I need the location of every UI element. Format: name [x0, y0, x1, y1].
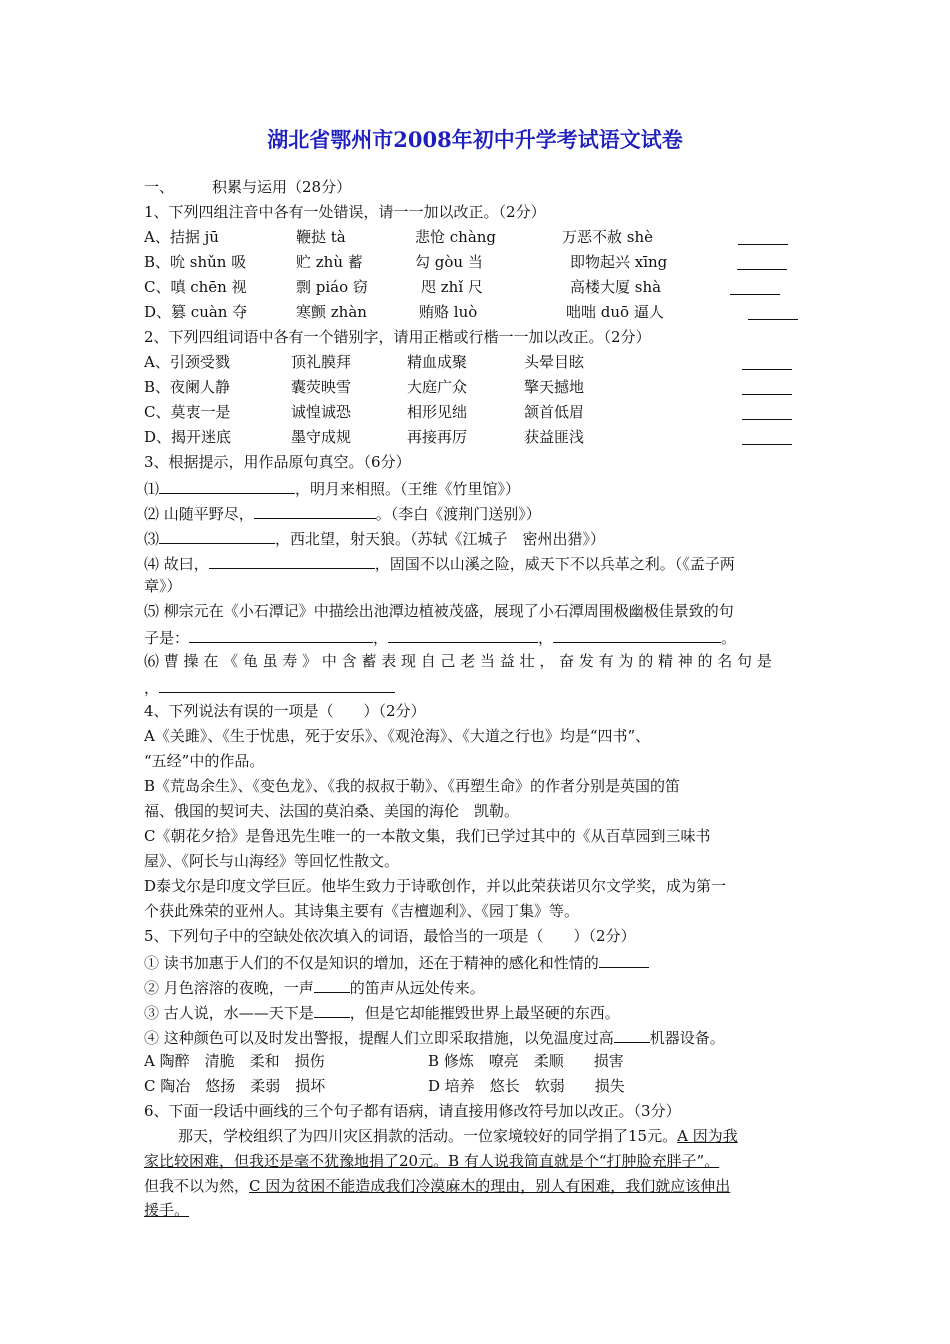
q2-row-b-3: 大庭广众 [407, 378, 468, 396]
q2-row-d-4: 获益匪浅 [524, 428, 585, 446]
q3-line-3 [144, 527, 605, 549]
q6-underlined-sentence-c: C 因为贫困不能造成我们冷漠麻木的理由，别人有困难，我们就应该伸出 [249, 1177, 731, 1195]
q5-sentence-4 [144, 1026, 725, 1048]
q1-row-c-2: 剽 piáo 窃 [296, 278, 368, 296]
q1-row-c-4: 高楼大厦 shà [570, 278, 662, 296]
fill-blank[interactable] [553, 626, 721, 643]
fill-blank[interactable] [388, 626, 538, 643]
q3-line-2-text-a: ⑵ 山随平野尽， [144, 505, 254, 523]
fill-blank[interactable] [209, 552, 375, 569]
q4-option-c: C《朝花夕拾》是鲁迅先生唯一的一本散文集，我们已学过其中的《从百草园到三味书 [144, 827, 711, 845]
q5-sentence-2 [144, 976, 485, 998]
answer-blank[interactable] [742, 393, 792, 395]
answer-blank[interactable] [737, 268, 787, 270]
q3-stem: 3、根据提示，用作品原句真空。（6分） [144, 453, 411, 471]
q2-row-d-2: 墨守成规 [291, 428, 352, 446]
q1-row-b-4: 即物起兴 xīng [570, 253, 668, 271]
q2-row-d-3: 再接再厉 [407, 428, 468, 446]
q3-line-3-num: ⑶ [144, 530, 160, 548]
q6-underlined-sentence-a: A 因为我 [677, 1127, 738, 1145]
page-title: 湖北省鄂州市2008年初中升学考试语文试卷 [267, 127, 683, 152]
period: 。 [721, 629, 737, 647]
q4-option-c-cont: 屋》、《阿长与山海经》等回忆性散文。 [144, 852, 400, 870]
q2-stem: 2、下列四组词语中各有一个错别字，请用正楷或行楷一一加以改正。（2分） [144, 328, 651, 346]
answer-blank[interactable] [742, 443, 792, 445]
q1-row-c-1: C、嗔 chēn 视 [144, 278, 247, 296]
comma: ， [373, 629, 389, 647]
section-number: 一、 [144, 178, 175, 196]
answer-blank[interactable] [738, 243, 788, 245]
fill-blank[interactable] [189, 626, 373, 643]
q5-stem: 5、下列句子中的空缺处依次填入的词语，最恰当的一项是（ ）（2分） [144, 927, 636, 945]
q6-underlined-sentence-c-cont: 援手。 [144, 1201, 190, 1219]
q2-row-a-1: A、引颈受戮 [144, 353, 230, 371]
q3-line-4-text-a: ⑷ 故曰， [144, 555, 209, 573]
fill-blank[interactable] [254, 502, 376, 519]
q3-line-5-prefix: 子是： [144, 629, 190, 647]
q6-underlined-sentence-ab: 家比较困难，但我还是毫不犹豫地捐了20元。B 有人说我简直就是个“打肿脸充胖子”。 [144, 1152, 720, 1170]
fill-blank[interactable] [314, 1001, 350, 1018]
q1-row-b-1: B、吮 shǔn 吸 [144, 253, 247, 271]
q2-row-a-2: 顶礼膜拜 [291, 353, 352, 371]
q2-row-b-1: B、夜阑人静 [144, 378, 231, 396]
q1-row-d-4: 咄咄 duō 逼人 [566, 303, 664, 321]
q3-line-6: ⑹ 曹 操 在 《 龟 虽 寿 》 中 含 蓄 表 现 自 己 老 当 益 壮 ， 奋 发 有 为 的 精 神 的 名 句 是 [144, 652, 772, 670]
q1-row-d-3: 贿赂 luò [419, 303, 478, 321]
q3-line-5-cont [144, 626, 736, 648]
q4-stem: 4、下列说法有误的一项是（ ）（2分） [144, 702, 426, 720]
answer-blank[interactable] [730, 293, 780, 295]
q5-option-c: C 陶冶 悠扬 柔弱 损坏 [144, 1077, 326, 1095]
q3-line-1-text: ，明月来相照。（王维《竹里馆》） [295, 480, 521, 498]
q3-line-5: ⑸ 柳宗元在《小石潭记》中描绘出池潭边植被茂盛，展现了小石潭周围极幽极佳景致的句 [144, 602, 734, 620]
q5-option-a: A 陶醉 清脆 柔和 损伤 [144, 1052, 325, 1070]
answer-blank[interactable] [742, 418, 792, 420]
q5-sentence-3 [144, 1001, 620, 1023]
fill-blank[interactable] [614, 1026, 650, 1043]
q3-line-1-num: ⑴ [144, 480, 160, 498]
q6-paragraph-text: 那天，学校组织了为四川灾区捐款的活动。一位家境较好的同学捐了15元。 [178, 1127, 678, 1145]
q1-row-c-3: 咫 zhǐ 尺 [421, 278, 483, 296]
q6-stem: 6、下面一段话中画线的三个句子都有语病，请直接用修改符号加以改正。（3分） [144, 1102, 681, 1120]
q2-row-b-2: 囊荧映雪 [291, 378, 352, 396]
q5-option-b: B 修炼 嘹亮 柔顺 损害 [428, 1052, 624, 1070]
q5-sentence-1 [144, 951, 649, 973]
q4-option-a: A《关雎》、《生于忧患，死于安乐》、《观沧海》、《大道之行也》均是“四书”、 [144, 727, 651, 745]
q4-option-d: D泰戈尔是印度文学巨匠。他毕生致力于诗歌创作，并以此荣获诺贝尔文学奖，成为第一 [144, 877, 727, 895]
answer-blank[interactable] [742, 368, 792, 370]
q6-paragraph-text: 但我不以为然， [144, 1177, 250, 1195]
q3-line-2-text-b: 。（李白《渡荆门送别》） [375, 505, 541, 523]
q2-row-b-4: 擎天撼地 [524, 378, 585, 396]
fill-blank[interactable] [314, 976, 350, 993]
comma: ， [538, 629, 554, 647]
q5-sentence-4-text-a: ④ 这种颜色可以及时发出警报，提醒人们立即采取措施，以免温度过高 [144, 1029, 614, 1047]
q3-line-1 [144, 477, 520, 499]
q3-line-4-text-b: ，固国不以山溪之险，威天下不以兵革之利。（《孟子两 [374, 555, 735, 573]
q5-sentence-4-text-b: 机器设备。 [649, 1029, 725, 1047]
q2-row-c-3: 相形见绌 [407, 403, 468, 421]
q1-row-d-2: 寒颤 zhàn [296, 303, 367, 321]
section-label: 积累与运用（28分） [212, 178, 352, 196]
q3-line-3-text: ，西北望，射天狼。（苏轼《江城子 密州出猎》） [275, 530, 606, 548]
q2-row-c-4: 颔首低眉 [524, 403, 585, 421]
q6-paragraph-line-3 [144, 1176, 730, 1196]
q1-row-a-4: 万恶不赦 shè [562, 228, 654, 246]
q3-line-6-cont [144, 676, 395, 698]
q3-line-4 [144, 552, 735, 574]
q1-row-d-1: D、篡 cuàn 夺 [144, 303, 248, 321]
q5-option-d: D 培养 悠长 软弱 损失 [428, 1077, 625, 1095]
q6-paragraph-line-1 [178, 1126, 738, 1146]
q5-sentence-3-text-b: ，但是它却能摧毁世界上最坚硬的东西。 [349, 1004, 620, 1022]
q5-sentence-2-text-a: ② 月色溶溶的夜晚，一声 [144, 979, 314, 997]
q3-line-4-cont: 章》） [144, 577, 182, 595]
q1-row-b-2: 贮 zhù 蓄 [296, 253, 363, 271]
fill-blank[interactable] [599, 951, 649, 968]
q3-line-2 [144, 502, 541, 524]
q4-option-b: B《荒岛余生》、《变色龙》、《我的叔叔于勒》、《再塑生命》的作者分别是英国的笛 [144, 777, 681, 795]
q2-row-a-4: 头晕目眩 [524, 353, 585, 371]
q1-row-b-3: 勾 gòu 当 [415, 253, 483, 271]
section-heading [144, 177, 174, 197]
q5-sentence-2-text-b: 的笛声从远处传来。 [349, 979, 485, 997]
comma: ， [144, 679, 160, 697]
q2-row-c-2: 诚惶诚恐 [291, 403, 352, 421]
q4-option-d-cont: 个获此殊荣的亚州人。其诗集主要有《吉檀迦利》、《园丁集》等。 [144, 902, 580, 920]
fill-blank[interactable] [159, 477, 295, 494]
q5-sentence-3-text-a: ③ 古人说，水——天下是 [144, 1004, 314, 1022]
answer-blank[interactable] [748, 318, 798, 320]
q1-row-a-1: A、拮据 jū [144, 228, 219, 246]
q1-row-a-3: 悲怆 chàng [415, 228, 497, 246]
q1-stem: 1、下列四组注音中各有一处错误，请一一加以改正。（2分） [144, 203, 546, 221]
fill-blank[interactable] [159, 676, 395, 693]
q4-option-a-cont: “五经”中的作品。 [144, 752, 265, 770]
q1-row-a-2: 鞭挞 tà [296, 228, 346, 246]
q5-sentence-1-text: ① 读书加惠于人们的不仅是知识的增加，还在于精神的感化和性情的 [144, 954, 599, 972]
fill-blank[interactable] [159, 527, 275, 544]
q2-row-a-3: 精血成聚 [407, 353, 468, 371]
q2-row-c-1: C、莫衷一是 [144, 403, 231, 421]
q4-option-b-cont: 福、俄国的契诃夫、法国的莫泊桑、美国的海伦 凯勒。 [144, 802, 520, 820]
q2-row-d-1: D、揭开迷底 [144, 428, 232, 446]
